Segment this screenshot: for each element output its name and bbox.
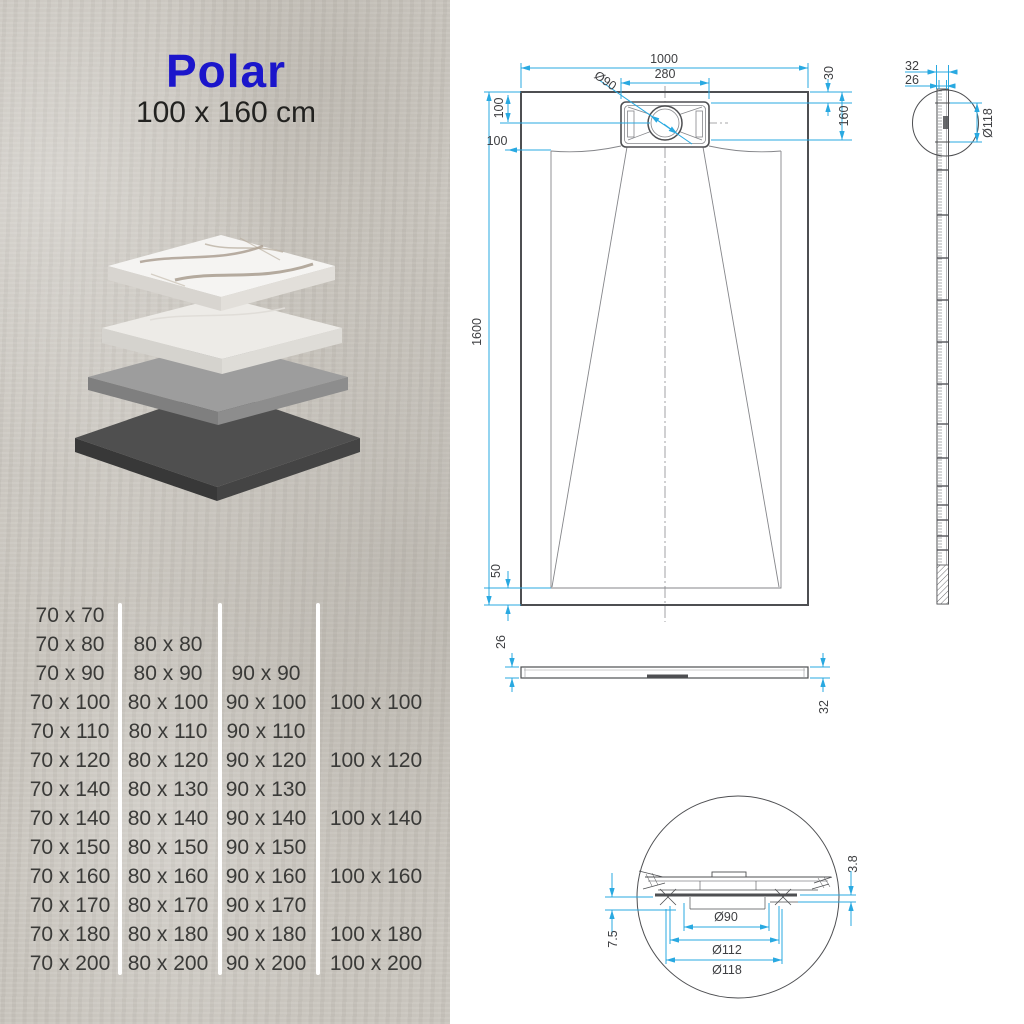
column-divider [218, 603, 222, 975]
size-item [326, 601, 426, 630]
tray-outline [521, 92, 808, 605]
size-table [0, 601, 450, 978]
size-item: 70 x 140 [29, 807, 111, 830]
dim-detail-dia-112: Ø112 [712, 943, 742, 957]
size-column-70 [12, 601, 128, 978]
drain-cover-strip [647, 675, 688, 679]
hatched-base [937, 565, 949, 604]
size-item: 70 x 170 [29, 894, 111, 917]
dim-side-flange: Ø118 [981, 108, 995, 138]
size-item: 100 x 140 [329, 807, 423, 830]
size-item [326, 833, 426, 862]
size-item: 100 x 180 [329, 923, 423, 946]
size-item: 70 x 180 [29, 923, 111, 946]
dim-bottom-gap: 50 [489, 564, 503, 578]
size-item: 90 x 120 [225, 749, 307, 772]
size-item: 90 x 160 [225, 865, 307, 888]
size-item: 80 x 160 [127, 865, 209, 888]
size-item: 70 x 140 [29, 778, 111, 801]
size-item: 80 x 100 [127, 691, 209, 714]
size-item: 90 x 180 [225, 923, 307, 946]
product-size: 100 x 160 cm [135, 96, 317, 129]
size-item: 70 x 100 [29, 691, 111, 714]
drain-circle [648, 106, 682, 140]
side-view [905, 59, 995, 604]
layer-marble-top [108, 235, 335, 311]
size-item [126, 601, 210, 630]
size-item [326, 717, 426, 746]
dim-detail-depth: 7.5 [606, 930, 620, 948]
size-item: 80 x 170 [127, 894, 209, 917]
dim-side-width-upper: 26 [905, 73, 919, 87]
dim-wall-offset: 100 [486, 134, 508, 148]
size-item: 90 x 150 [225, 836, 307, 859]
size-item: 100 x 120 [329, 749, 423, 772]
exploded-layers-image [55, 222, 385, 522]
size-item [224, 630, 308, 659]
size-item: 70 x 150 [29, 836, 111, 859]
size-item: 90 x 90 [231, 662, 301, 685]
size-item: 70 x 110 [30, 720, 110, 743]
size-item: 90 x 110 [226, 720, 306, 743]
size-item: 80 x 120 [127, 749, 209, 772]
technical-drawing [450, 0, 1024, 1024]
size-item: 90 x 130 [225, 778, 307, 801]
size-item: 70 x 80 [35, 633, 105, 656]
size-item: 80 x 110 [128, 720, 208, 743]
left-panel [0, 0, 450, 1024]
dim-front-right: 32 [817, 700, 831, 714]
size-item: 70 x 70 [35, 604, 105, 627]
size-item: 90 x 200 [225, 952, 307, 975]
dim-drain-width: 280 [654, 67, 676, 81]
size-item: 80 x 80 [133, 633, 203, 656]
size-item: 70 x 90 [35, 662, 105, 685]
column-divider [118, 603, 122, 975]
size-item: 80 x 200 [127, 952, 209, 975]
front-view [494, 635, 831, 714]
dim-plan-width: 1000 [650, 52, 678, 66]
size-column-80 [126, 601, 210, 978]
size-item [326, 891, 426, 920]
size-item: 90 x 170 [225, 894, 307, 917]
size-item: 100 x 160 [329, 865, 423, 888]
dim-detail-lip: 3.8 [846, 855, 860, 873]
size-item: 100 x 100 [329, 691, 423, 714]
dim-detail-dia-90: Ø90 [714, 910, 738, 924]
size-item: 90 x 100 [225, 691, 307, 714]
dim-drain-diameter: Ø90 [591, 68, 619, 94]
dim-plan-length: 1600 [470, 318, 484, 346]
size-item: 80 x 130 [127, 778, 209, 801]
size-item: 70 x 200 [29, 952, 111, 975]
size-item: 80 x 90 [133, 662, 203, 685]
size-column-100 [326, 601, 426, 978]
size-item [326, 775, 426, 804]
dim-offset-top: 30 [822, 66, 836, 80]
size-item [326, 630, 426, 659]
size-item: 70 x 120 [29, 749, 111, 772]
drain-detail-view [605, 796, 860, 998]
size-item: 80 x 180 [127, 923, 209, 946]
dim-detail-dia-118: Ø118 [712, 963, 742, 977]
product-name: Polar [165, 45, 287, 97]
size-column-90 [224, 601, 308, 978]
size-item: 70 x 160 [29, 865, 111, 888]
size-item: 80 x 150 [127, 836, 209, 859]
dim-front-left: 26 [494, 635, 508, 649]
plan-view [470, 52, 852, 622]
size-item [326, 659, 426, 688]
dim-side-width: 32 [905, 59, 919, 73]
column-divider [316, 603, 320, 975]
size-item: 100 x 200 [329, 952, 423, 975]
dim-drain-position: 160 [837, 105, 851, 127]
size-item [224, 601, 308, 630]
size-item: 90 x 140 [225, 807, 307, 830]
dim-drain-center: 100 [492, 97, 506, 119]
size-item: 80 x 140 [127, 807, 209, 830]
